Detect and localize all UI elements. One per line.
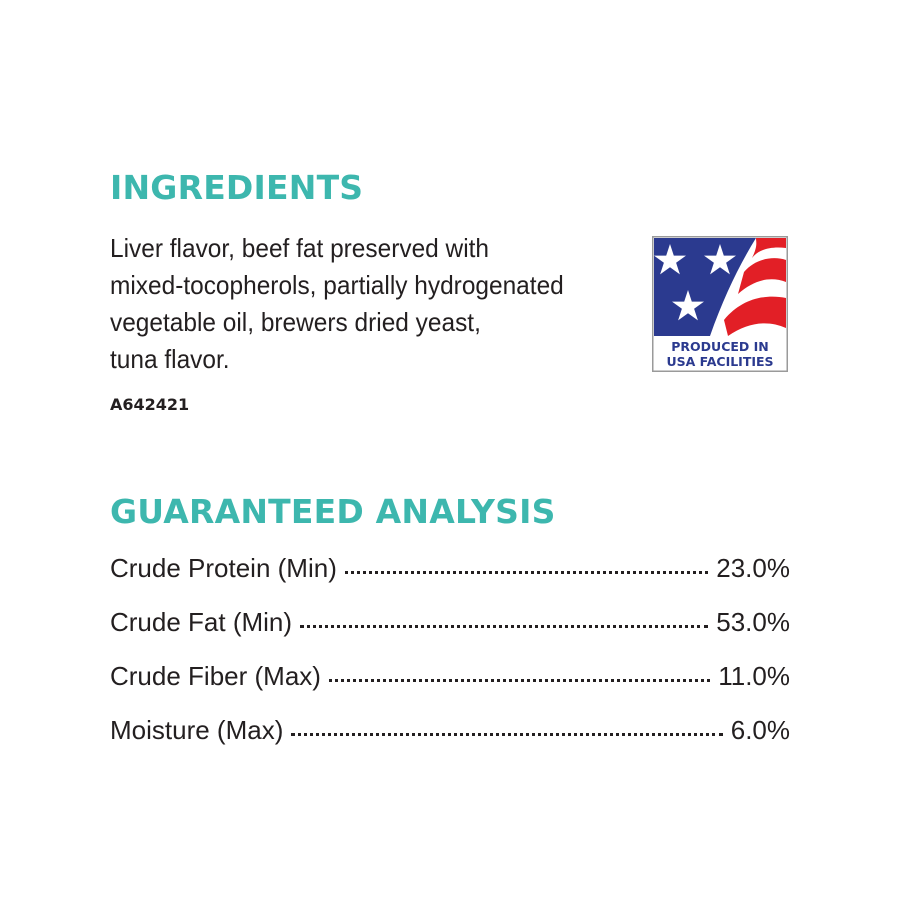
analysis-label: Crude Fat (Min) <box>110 607 293 637</box>
dot-leader <box>345 570 708 574</box>
badge-text-line1: PRODUCED IN <box>671 339 769 354</box>
ingredients-line: mixed-tocopherols, partially hydrogenated <box>110 270 564 300</box>
analysis-value: 23.0% <box>716 553 790 583</box>
dot-leader <box>300 624 708 628</box>
guaranteed-analysis-heading: GUARANTEED ANALYSIS <box>110 492 556 531</box>
badge-text-line2: USA FACILITIES <box>666 354 774 369</box>
analysis-value: 53.0% <box>716 607 790 637</box>
lot-code: A642421 <box>110 395 190 414</box>
ingredients-line: tuna flavor. <box>110 344 230 374</box>
ingredients-text <box>110 230 608 378</box>
analysis-list <box>110 553 790 769</box>
analysis-row <box>110 553 790 607</box>
usa-facilities-badge <box>652 236 788 372</box>
dot-leader <box>329 678 710 682</box>
analysis-value: 11.0% <box>718 661 790 691</box>
analysis-row <box>110 715 790 769</box>
analysis-row <box>110 661 790 715</box>
analysis-label: Crude Protein (Min) <box>110 553 337 583</box>
ingredients-line: Liver flavor, beef fat preserved with <box>110 233 490 263</box>
ingredients-line: vegetable oil, brewers dried yeast, <box>110 307 481 337</box>
dot-leader <box>291 732 722 736</box>
analysis-row <box>110 607 790 661</box>
analysis-label: Moisture (Max) <box>110 715 284 745</box>
analysis-label: Crude Fiber (Max) <box>110 661 321 691</box>
ingredients-heading: INGREDIENTS <box>110 168 364 207</box>
analysis-value: 6.0% <box>730 715 790 745</box>
